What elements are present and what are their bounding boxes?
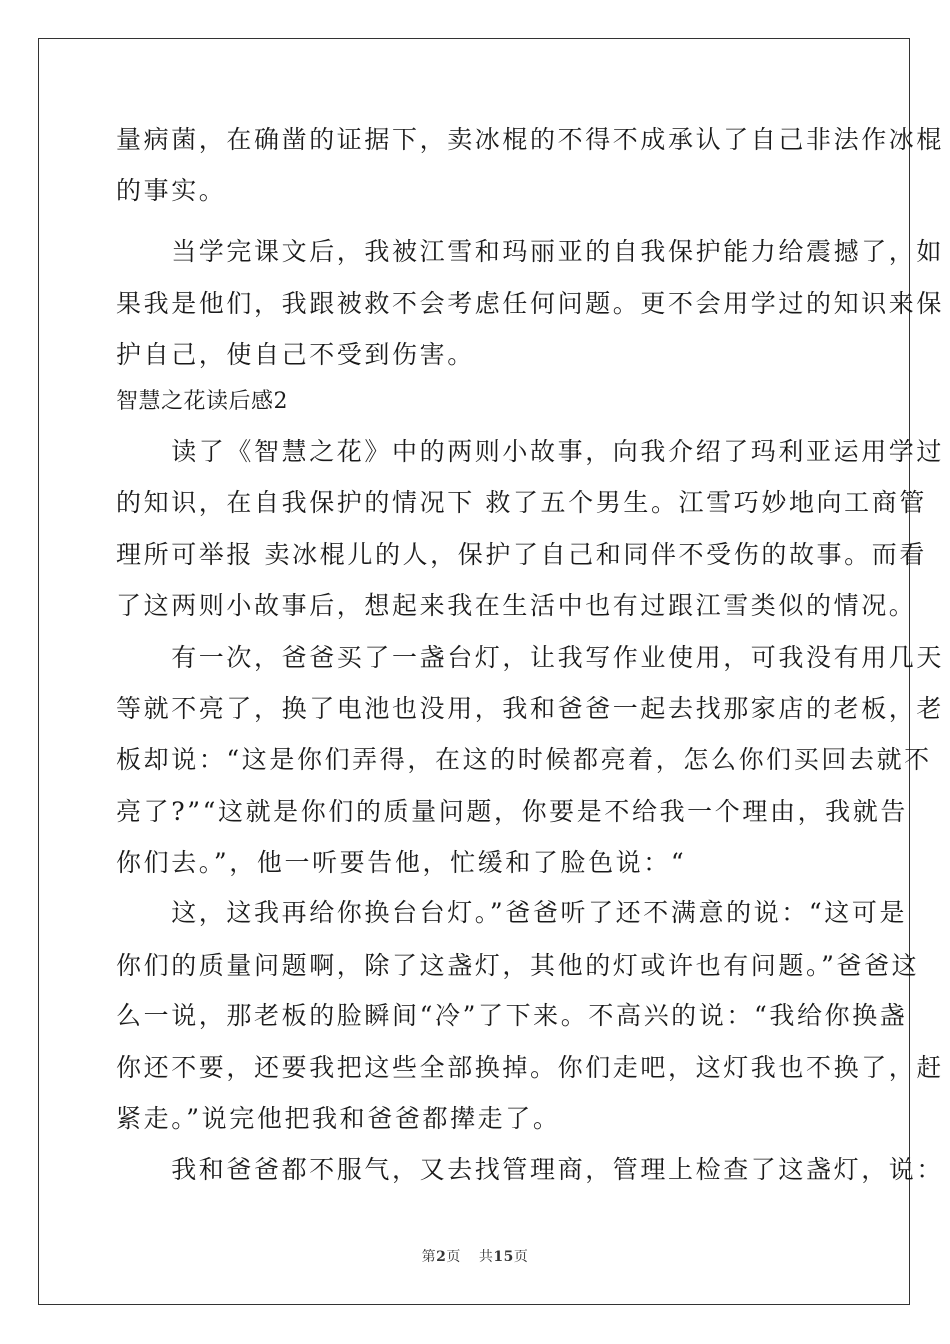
page-footer [0, 1246, 950, 1266]
page-number: 2 [436, 1249, 447, 1265]
text-line: 你还不要，还要我把这些全部换掉。你们走吧，这灯我也不换了，赶 [116, 1053, 945, 1082]
text-line: 紧走。”说完他把我和爸爸都撵走了。 [116, 1104, 561, 1133]
text-line: 了这两则小故事后，想起来我在生活中也有过跟江雪类似的情况。 [116, 591, 917, 620]
text-line: 我和爸爸都不服气，又去找管理商，管理上检查了这盏灯，说： [116, 1155, 945, 1184]
total-suffix: 页 [513, 1249, 529, 1265]
text-line: 的知识，在自我保护的情况下 救了五个男生。江雪巧妙地向工商管 [116, 488, 927, 517]
text-line: 你们的质量问题啊，除了这盏灯，其他的灯或许也有问题。”爸爸这 [116, 951, 920, 980]
text-line: 有一次，爸爸买了一盏台灯，让我写作业使用，可我没有用几天 [116, 643, 945, 672]
page-prefix: 第 [421, 1249, 437, 1265]
text-line: 等就不亮了，换了电池也没用，我和爸爸一起去找那家店的老板，老 [116, 694, 945, 723]
text-line: 当学完课文后，我被江雪和玛丽亚的自我保护能力给震撼了，如 [116, 237, 945, 266]
text-line: 这，这我再给你换台台灯。”爸爸听了还不满意的说：“这可是 [116, 898, 908, 927]
text-line: 理所可举报 卖冰棍儿的人，保护了自己和同伴不受伤的故事。而看 [116, 540, 927, 569]
page-suffix: 页 [446, 1249, 461, 1265]
text-line: 你们去。”，他一听要告他，忙缓和了脸色说：“ [116, 848, 687, 877]
total-prefix: 共 [478, 1249, 494, 1265]
text-line: 果我是他们，我跟被救不会考虑任何问题。更不会用学过的知识来保 [116, 289, 945, 318]
text-line: 亮了?”“这就是你们的质量问题，你要是不给我一个理由，我就告 [116, 797, 908, 826]
section-heading: 智慧之花读后感2 [116, 389, 288, 414]
text-line: 量病菌，在确凿的证据下，卖冰棍的不得不成承认了自己非法作冰棍 [116, 125, 945, 154]
text-line: 么一说，那老板的脸瞬间“冷”了下来。不高兴的说：“我给你换盏 [116, 1001, 908, 1030]
text-line: 读了《智慧之花》中的两则小故事，向我介绍了玛利亚运用学过 [116, 437, 945, 466]
text-line: 护自己，使自己不受到伤害。 [116, 340, 475, 369]
text-line: 的事实。 [116, 176, 227, 205]
text-line: 板却说：“这是你们弄得，在这的时候都亮着，怎么你们买回去就不 [116, 745, 932, 774]
total-pages: 15 [493, 1249, 514, 1265]
